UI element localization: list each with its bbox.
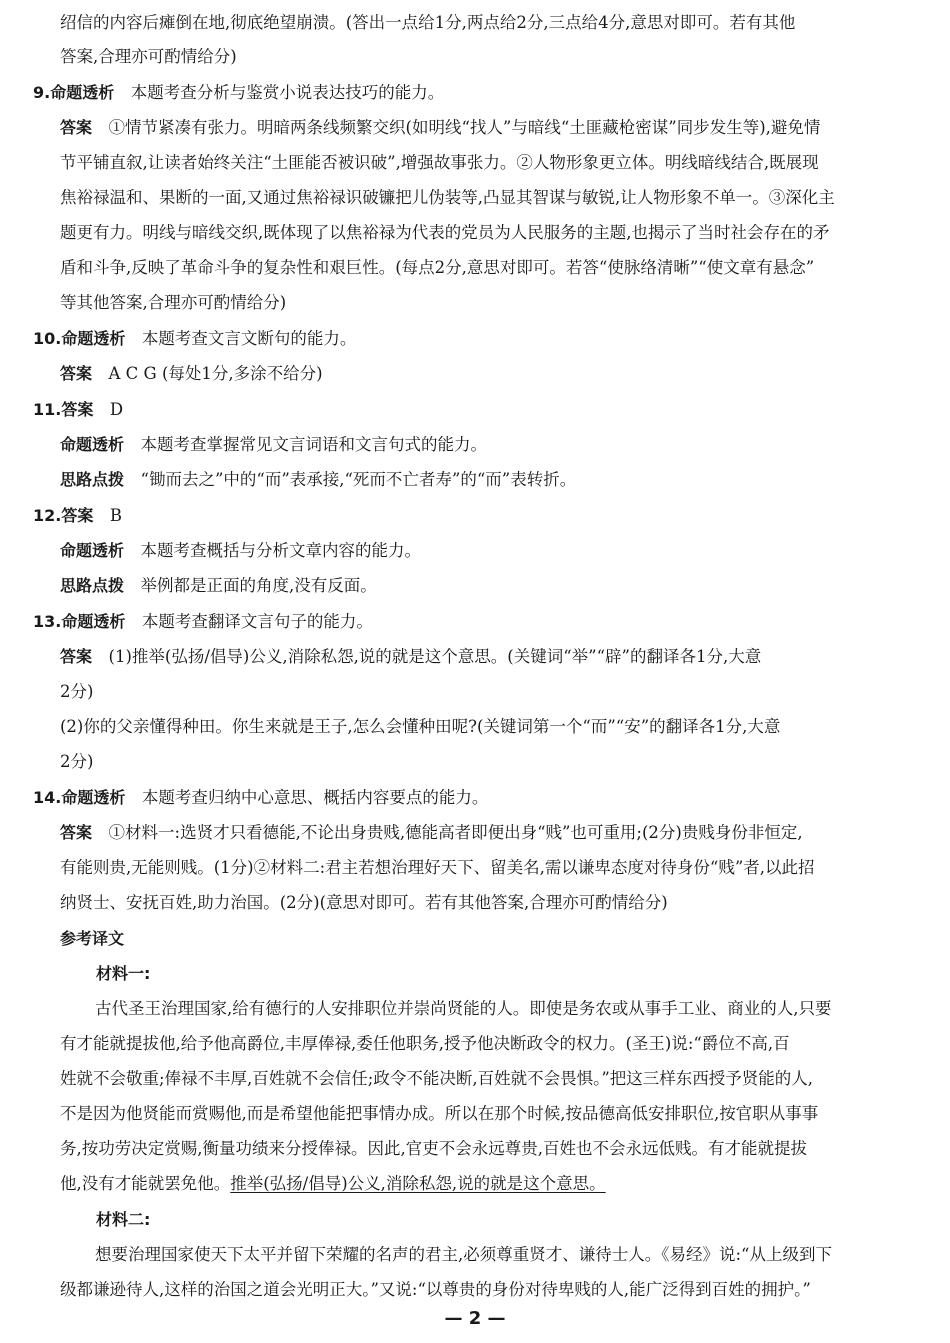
section-label: 思路点拨 xyxy=(60,576,125,595)
section-label: 命题透析 xyxy=(60,541,125,560)
section-label: 材料一: xyxy=(96,964,151,983)
section-label: 答案 xyxy=(60,364,93,383)
line-text: 等其他答案,合理亦可酌情给分) xyxy=(60,293,287,312)
line-text: 2分) xyxy=(60,752,94,771)
line-text: 有能则贵,无能则贱。(1分)②材料二:君主若想治理好天下、留美名,需以谦卑态度对待身份“贱”者,以此招 xyxy=(60,858,815,877)
text-line xyxy=(60,257,814,281)
text-line xyxy=(60,46,237,70)
text-line xyxy=(60,646,761,670)
text-line xyxy=(60,12,795,36)
text-line xyxy=(60,363,323,387)
line-text: 级都谦逊待人,这样的治国之道会光明正大。”又说:“以尊贵的身份对待卑贱的人,能广泛得到百姓的拥护。” xyxy=(60,1280,811,1299)
text-line xyxy=(33,505,122,529)
text-line xyxy=(60,716,780,740)
section-label: 材料二: xyxy=(96,1210,151,1229)
question-number: 10. xyxy=(33,329,62,348)
text-line xyxy=(60,1103,818,1127)
text-line xyxy=(33,611,373,635)
section-label: 思路点拨 xyxy=(60,470,125,489)
text-line xyxy=(60,434,487,458)
line-text: 古代圣王治理国家,给有德行的人安排职位并崇尚贤能的人。即使是务农或从事手工业、商业的人,只要 xyxy=(95,999,832,1018)
text-line xyxy=(60,540,421,564)
question-number: 14. xyxy=(33,788,62,807)
text-line xyxy=(96,963,150,987)
text-line xyxy=(60,152,819,176)
text-line xyxy=(60,469,576,493)
line-text: 节平铺直叙,让读者始终关注“土匪能否被识破”,增强故事张力。②人物形象更立体。明线暗线结合,既展现 xyxy=(60,153,819,172)
text-line xyxy=(60,1173,606,1197)
text-line xyxy=(33,399,123,423)
text-line xyxy=(33,328,356,352)
text-line xyxy=(60,751,93,775)
text-line xyxy=(33,82,444,106)
text-line xyxy=(60,187,835,211)
section-label: 参考译文 xyxy=(60,929,125,948)
line-text: 举例都是正面的角度,没有反面。 xyxy=(140,576,377,595)
text-line xyxy=(60,822,803,846)
text-line xyxy=(60,575,377,599)
line-text: 本题考查文言文断句的能力。 xyxy=(141,329,357,348)
text-line xyxy=(60,222,830,246)
line-text: “锄而去之”中的“而”表承接,“死而不亡者寿”的“而”表转折。 xyxy=(140,470,577,489)
text-line xyxy=(96,1209,150,1233)
line-text: 本题考查分析与鉴赏小说表达技巧的能力。 xyxy=(130,83,445,102)
line-text: 本题考查归纳中心意思、概括内容要点的能力。 xyxy=(141,788,489,807)
question-number: 11. xyxy=(33,400,62,419)
section-label: 答案 xyxy=(60,647,93,666)
line-text: B xyxy=(109,506,122,525)
line-text: (2)你的父亲懂得种田。你生来就是王子,怎么会懂种田呢?(关键词第一个“而”“安”的翻译各1分,大意 xyxy=(60,717,781,736)
line-text: 务,按功劳决定赏赐,衡量功绩来分授俸禄。因此,官吏不会永远尊贵,百姓也不会永远低贱。有才能就提拔 xyxy=(60,1139,807,1158)
section-label: 命题透析 xyxy=(61,329,126,348)
text-line xyxy=(60,998,832,1022)
line-text: 本题考查概括与分析文章内容的能力。 xyxy=(140,541,422,560)
section-label: 答案 xyxy=(60,118,93,137)
line-text: 他,没有才能就罢免他。 xyxy=(60,1174,231,1193)
section-label: 答案 xyxy=(60,823,93,842)
line-text: 题更有力。明线与暗线交织,既体现了以焦裕禄为代表的党员为人民服务的主题,也揭示了当时社会存在的矛 xyxy=(60,223,830,242)
line-text: 答案,合理亦可酌情给分) xyxy=(60,47,237,66)
line-text: 不是因为他贤能而赏赐他,而是希望他能把事情办成。所以在那个时候,按品德高低安排职位,按官职从事事 xyxy=(60,1104,819,1123)
text-line xyxy=(60,1068,813,1092)
section-label: 命题透析 xyxy=(50,83,115,102)
line-text: 盾和斗争,反映了革命斗争的复杂性和艰巨性。(每点2分,意思对即可。若答“使脉络清晰”“使文章有悬念” xyxy=(60,258,815,277)
line-text: 绍信的内容后瘫倒在地,彻底绝望崩溃。(答出一点给1分,两点给2分,三点给4分,意思对即可。若有其他 xyxy=(60,13,796,32)
text-line xyxy=(33,787,488,811)
text-line xyxy=(60,1033,790,1057)
section-label: 命题透析 xyxy=(61,788,126,807)
line-text: D xyxy=(109,400,124,419)
line-text: A C G (每处1分,多涂不给分) xyxy=(108,364,323,383)
line-text: 想要治理国家使天下太平并留下荣耀的名声的君主,必须尊重贤才、谦待士人。《易经》说:“从上级到下 xyxy=(95,1245,832,1264)
question-number: 9. xyxy=(33,83,51,102)
line-text: 本题考查掌握常见文言词语和文言句式的能力。 xyxy=(140,435,488,454)
text-line xyxy=(60,857,815,881)
line-text: ①情节紧凑有张力。明暗两条线频繁交织(如明线“找人”与暗线“土匪藏枪密谋”同步发生等),避免情 xyxy=(108,118,821,137)
text-line xyxy=(60,1279,811,1303)
line-text: 姓就不会敬重;俸禄不丰厚,百姓就不会信任;政令不能决断,百姓就不会畏惧。”把这三样东西授予贤能的人, xyxy=(60,1069,814,1088)
text-line xyxy=(60,292,286,316)
text-line xyxy=(60,1244,832,1268)
text-line xyxy=(60,892,668,916)
line-text: 纳贤士、安抚百姓,助力治国。(2分)(意思对即可。若有其他答案,合理亦可酌情给分) xyxy=(60,893,668,912)
line-text: 有才能就提拔他,给予他高爵位,丰厚俸禄,委任他职务,授予他决断政令的权力。(圣王)说:“爵位不高,百 xyxy=(60,1034,790,1053)
section-label: 答案 xyxy=(61,506,94,525)
underlined-text: 推举(弘扬/倡导)公义,消除私怨,说的就是这个意思。 xyxy=(230,1174,606,1193)
line-text: (1)推举(弘扬/倡导)公义,消除私怨,说的就是这个意思。(关键词“举”“辟”的翻译各1分,大意 xyxy=(108,647,762,666)
text-line xyxy=(60,681,93,705)
question-number: 13. xyxy=(33,612,62,631)
section-label: 答案 xyxy=(61,400,94,419)
line-text: ①材料一:选贤才只看德能,不论出身贵贱,德能高者即便出身“贱”也可重用;(2分)贵贱身份非恒定, xyxy=(108,823,803,842)
line-text: 焦裕禄温和、果断的一面,又通过焦裕禄识破镰把儿伪装等,凸显其智谋与敏锐,让人物形象不单一。③深化主 xyxy=(60,188,835,207)
page-number: — 2 — xyxy=(444,1308,506,1329)
question-number: 12. xyxy=(33,506,62,525)
text-line xyxy=(60,1138,807,1162)
section-label: 命题透析 xyxy=(61,612,126,631)
text-line xyxy=(60,928,124,952)
line-text: 2分) xyxy=(60,682,94,701)
text-line xyxy=(60,117,820,141)
section-label: 命题透析 xyxy=(60,435,125,454)
line-text: 本题考查翻译文言句子的能力。 xyxy=(141,612,373,631)
